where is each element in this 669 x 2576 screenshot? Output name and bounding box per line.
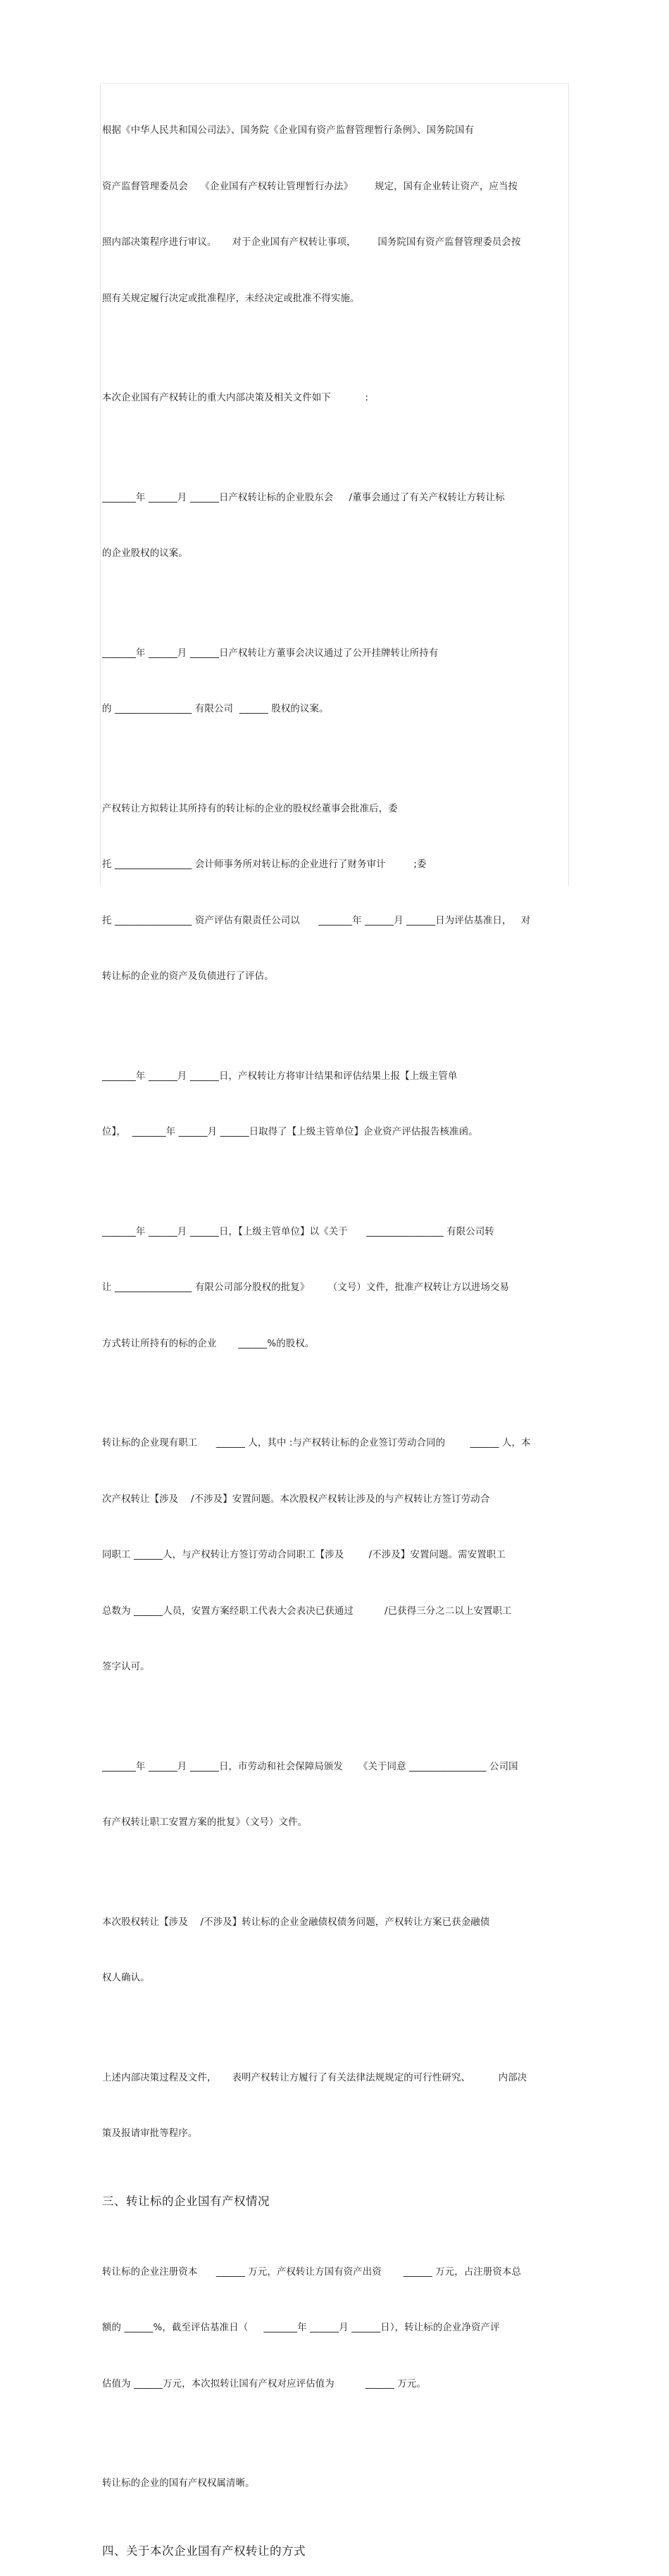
text-line: 转让标的企业注册资本 ______ 万元，产权转让方国有资产出资 ______ 万元，占注册资本总 [102, 2266, 522, 2278]
section-3-heading: 三、转让标的企业国有产权情况 [102, 2194, 270, 2208]
text-line: 照有关规定履行决定或批准程序，未经决定或批准不得实施。 [102, 293, 360, 304]
text-line: 策及报请审批等程序。 [102, 2128, 198, 2139]
legal-basis-paragraph [102, 84, 567, 346]
text-line: 转让标的企业的国有产权权属清晰。 [102, 2478, 255, 2489]
text-line: 上述内部决策过程及文件， 表明产权转让方履行了有关法律法规规定的可行性研究、 内部决 [102, 2072, 527, 2083]
text-line: _______年 ______月 ______日产权转让方董事会决议通过了公开挂牌转让所持有 [102, 648, 439, 659]
text-line: 本次股权转让【涉及 /不涉及】转让标的企业金融债权债务问题，产权转让方案已获金融债 [102, 1917, 490, 1928]
text-line: 让 ________________ 有限公司部分股权的批复》 （文号）文件，批准产权转让方以进场交易 [102, 1282, 510, 1293]
debt-paragraph [102, 1876, 567, 2026]
audit-appraisal-paragraph [102, 763, 567, 1024]
text-line: 托 ________________ 资产评估有限责任公司以 _______年 ______月 ______日为评估基准日， 对 [102, 915, 531, 926]
text-line: 方式转让所持有的标的企业 ______%的股权。 [102, 1338, 315, 1349]
document-body [102, 84, 567, 2576]
text-line: 估值为 ______万元，本次拟转让国有产权对应评估值为 ______ 万元。 [102, 2378, 426, 2389]
employee-placement-paragraph [102, 1397, 567, 1715]
text-line: _______年 ______月 ______日，产权转让方将审计结果和评估结果上报【上级主管单 [102, 1071, 458, 1082]
text-line: 签字认可。 [102, 1662, 150, 1672]
text-line: 总数为 ______人员，安置方案经职工代表大会表决已获通过 /已获得三分之二以上安置职工 [102, 1605, 512, 1617]
shareholder-resolution-paragraph [102, 452, 567, 601]
text-line: 次产权转让【涉及 /不涉及】安置问题。本次股权产权转让涉及的与产权转让方签订劳动合 [102, 1494, 490, 1505]
board-resolution-paragraph [102, 607, 567, 757]
capital-paragraph [102, 2226, 567, 2432]
conclusion-paragraph [102, 2032, 567, 2181]
text-line: 权人确认。 [102, 1973, 150, 1983]
text-line: 转让标的企业的资产及负债进行了评估。 [102, 971, 274, 982]
approval-reply-paragraph [102, 1186, 567, 1391]
text-line: 转让标的企业现有职工 ______ 人，其中 :与产权转让标的企业签订劳动合同的 ______ 人，本 [102, 1438, 531, 1448]
text-line: 资产监督管理委员会 《企业国有产权转让管理暂行办法》 规定，国有企业转让资产，应当按 [102, 181, 518, 192]
text-line: 的企业股权的议案。 [102, 548, 188, 559]
text-line: 本次企业国有产权转让的重大内部决策及相关文件如下 : [102, 393, 369, 403]
text-line: 同职工 ______人，与产权转让方签订劳动合同职工【涉及 /不涉及】安置问题。需安置职工 [102, 1550, 506, 1560]
text-line: _______年 ______月 ______日，市劳动和社会保障局颁发 《关于同意 ________________ 公司国 [102, 1761, 518, 1772]
text-line: 位】， _______年 ______月 ______日取得了【上级主管单位】企业资产评估报告核准函。 [102, 1127, 478, 1137]
text-line: 有产权转让职工安置方案的批复》（文号）文件。 [102, 1817, 308, 1828]
text-line: _______年 ______月 ______日产权转让标的企业股东会 /董事会通过了有关产权转让方转让标 [102, 492, 505, 503]
text-line: 托 ________________ 会计师事务所对转让标的企业进行了财务审计 ;委 [102, 859, 427, 870]
labor-bureau-paragraph [102, 1721, 567, 1870]
text-line: _______年 ______月 ______日，【上级主管单位】以《关于 ________________ 有限公司转 [102, 1226, 494, 1237]
text-line: 的 ________________ 有限公司 ______ 股权的议案。 [102, 704, 329, 714]
ownership-paragraph [102, 2437, 567, 2531]
decision-intro-paragraph [102, 352, 567, 446]
text-line: 产权转让方拟转让其所持有的转让标的企业的股权经董事会批准后，委 [102, 803, 398, 814]
text-line: 照内部决策程序进行审议。 对于企业国有产权转让事项， 国务院国有资产监督管理委员会按 [102, 237, 521, 248]
text-line: 根据《中华人民共和国公司法》、国务院《企业国有资产监督管理暂行条例》、国务院国有 [102, 125, 475, 136]
report-submission-paragraph [102, 1030, 567, 1180]
section-4-heading: 四、关于本次企业国有产权转让的方式 [102, 2544, 306, 2558]
text-line: 额的 ______%，截至评估基准日（ _______年 ______月 ______日），转让标的企业净资产评 [102, 2323, 500, 2333]
